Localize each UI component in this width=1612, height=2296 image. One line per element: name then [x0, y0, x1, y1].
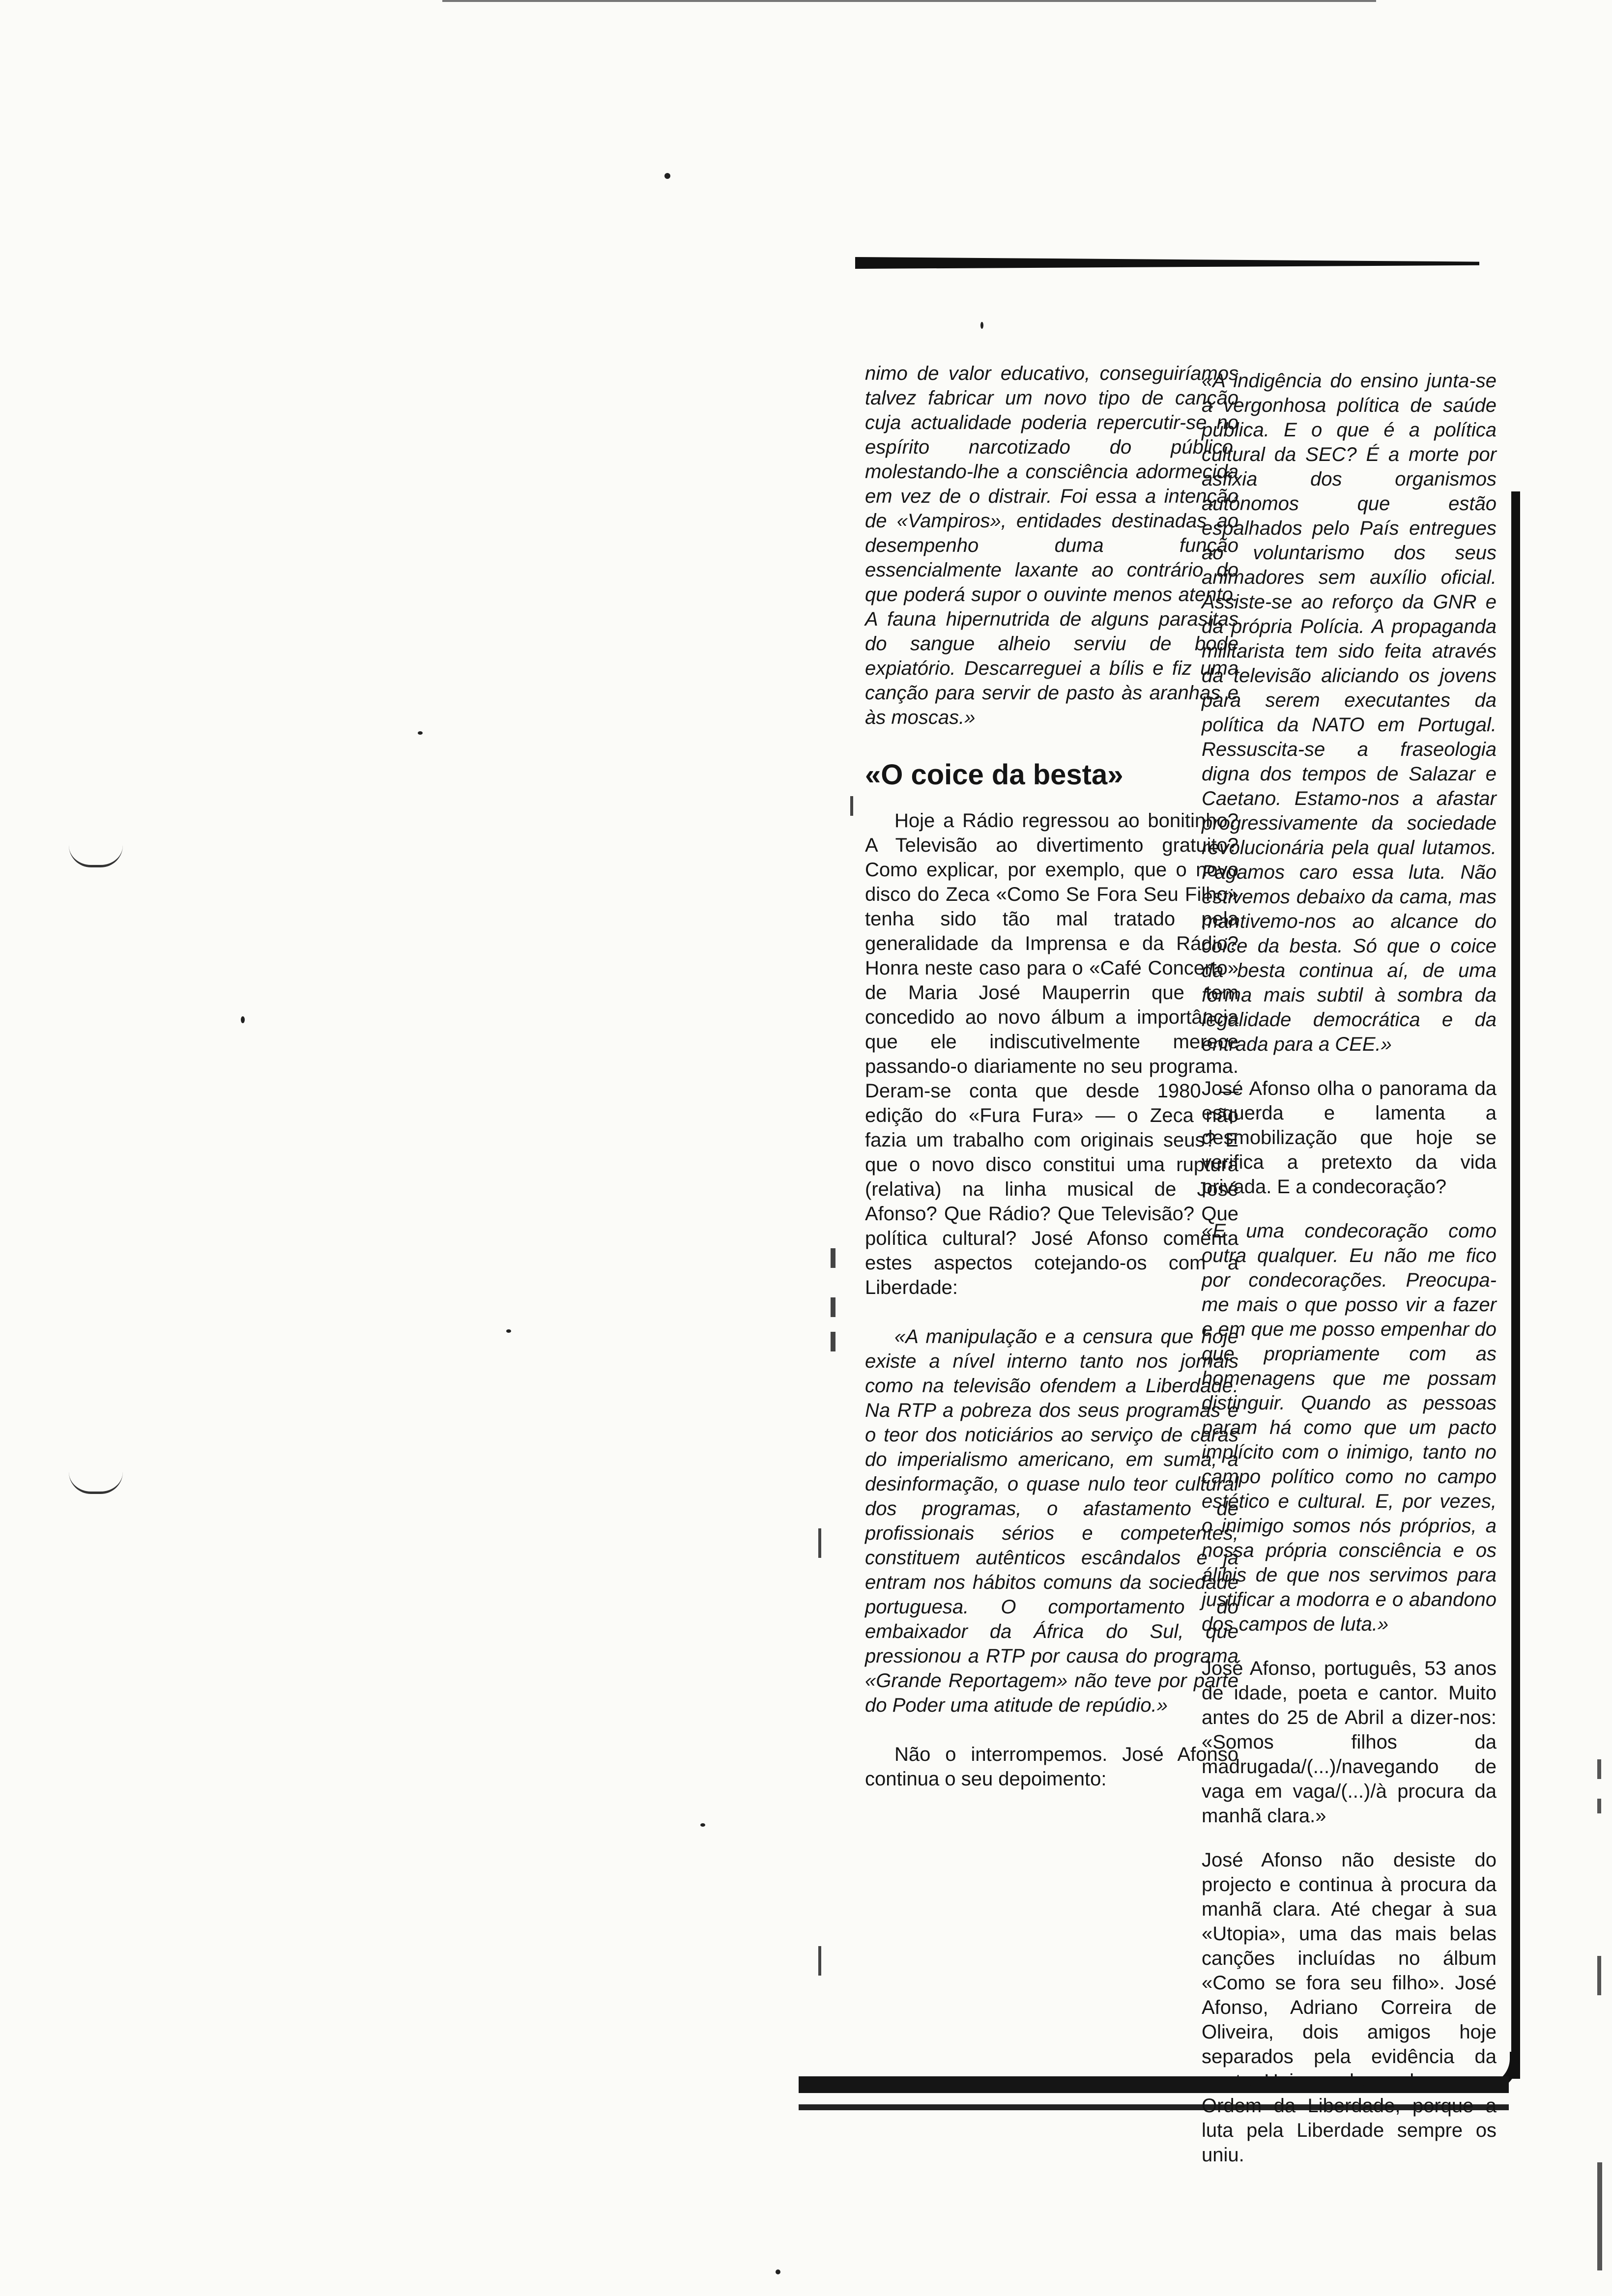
body-paragraph: José Afonso olha o panorama da esquerda e lamenta a desmobilização que hoje se verifica a pretexto da vida privada. E a condecoração? — [1202, 1078, 1497, 1198]
scan-noise — [1597, 1759, 1601, 1779]
scan-noise — [1597, 2162, 1602, 2270]
scan-speck — [980, 322, 983, 329]
right-border-bar — [1511, 491, 1520, 2079]
scan-speck — [700, 1823, 705, 1827]
scan-noise — [1597, 1799, 1601, 1813]
punch-hole-mark — [69, 1472, 123, 1494]
quote-paragraph: «A manipulação e a censura que hoje existe a nível interno tanto nos jornais como na televisão ofendem a Liberdade. Na RTP a pobreza dos seus programas e o teor dos noticiários ao serviço de caras do imperialismo americano, em suma, a desinformação, o quase nulo teor cultural dos programas, o afastamento de profissionais sérios e competentes, constituem autênticos escândalos e já entram nos hábitos comuns da sociedade portuguesa. O comportamento do embaixador da África do Sul, que pressionou a RTP por causa do programa «Grande Reportagem» não teve por parte do Poder uma atitude de repúdio.» — [865, 1326, 1238, 1716]
scan-speck — [241, 1016, 245, 1023]
body-paragraph: Não o interrompemos. José Afonso continua o seu depoimento: — [865, 1744, 1238, 1790]
scan-speck — [418, 731, 423, 735]
quote-paragraph: «E uma condecoração como outra qualquer. Eu não me fico por condecorações. Preocupa-me mais o que posso vir a fazer e em que me posso empenhar do que propriamente com as homenagens que me possam distinguir. Quando as pessoas param há como que um pacto implícito com o inimigo, tanto no campo político como no campo estético e cultural. E, por vezes, o inimigo somos nós próprios, a nossa própria consciência e os álibis de que nos servimos para justificar a modorra e o abandono dos campos de luta.» — [1202, 1220, 1497, 1635]
margin-mark — [831, 1297, 835, 1317]
top-rule — [855, 257, 1479, 269]
scan-noise — [1597, 1956, 1601, 1995]
scan-speck — [664, 173, 670, 179]
body-paragraph: Hoje a Rádio regressou ao bonitinho? A Televisão ao divertimento gratuito? Como explicar, por exemplo, que o novo disco do Zeca «Como Se Fora Seu Filho» tenha sido tão mal tratado pela generalidade da Imprensa e da Rádio? Honra neste caso para o «Café Concerto» de Maria José Mauperrin que tem concedido ao novo álbum a importância que ele indiscutivelmente merece passando-o diariamente no seu programa. Deram-se conta que desde 1980 — edição do «Fura Fura» — o Zeca não fazia um trabalho com originais seus? E que o novo disco constitui uma ruptura (relativa) na linha musical de José Afonso? Que Rádio? Que Televisão? Que política cultural? José Afonso comenta estes aspectos cotejando-os com a Liberdade: — [865, 810, 1238, 1298]
margin-mark — [831, 1332, 835, 1351]
margin-mark — [818, 1946, 821, 1976]
article-column-right — [1202, 369, 1497, 2167]
scan-speck — [776, 2269, 780, 2274]
punch-hole-mark — [69, 845, 123, 867]
article-column-left — [865, 361, 1238, 1791]
quote-paragraph: «A indigência do ensino junta-se a vergonhosa política de saúde pública. E o que é a política cultural da SEC? É a morte por asfixia dos organismos autónomos que estão espalhados pelo País entregues ao voluntarismo dos seus animadores sem auxílio oficial. Assiste-se ao reforço da GNR e da própria Polícia. A propaganda militarista tem sido feita através da televisão aliciando os jovens para serem executantes da política da NATO em Portugal. Ressuscita-se a fraseologia digna dos tempos de Salazar e Caetano. Estamo-nos a afastar progressivamente da sociedade revolucionária pela qual lutamos. Pagamos caro essa luta. Não estivemos debaixo da cama, mas mantivemo-nos ao alcance do coice da besta. Só que o coice da besta continua aí, de uma forma mais subtil à sombra da legalidade democrática e da entrada para a CEE.» — [1202, 370, 1497, 1055]
body-paragraph: José Afonso não desiste do projecto e continua à procura da manhã clara. Até chegar à sua «Utopia», uma das mais belas canções incluídas no álbum «Como se fora seu filho». José Afonso, Adriano Correira de Oliveira, dois amigos hoje separados pela evidência da morte. Hoje condecorados com a Ordem da Liberdade, porque a luta pela Liberdade sempre os uniu. — [1202, 1849, 1497, 2166]
scan-top-edge — [442, 0, 1376, 2]
scan-speck — [506, 1329, 511, 1333]
margin-mark — [850, 796, 853, 816]
margin-mark — [831, 1248, 835, 1268]
section-subhead: «O coice da besta» — [865, 759, 1123, 791]
margin-mark — [818, 1528, 821, 1558]
body-paragraph: José Afonso, português, 53 anos de idade, poeta e cantor. Muito antes do 25 de Abril a dizer-nos: «Somos filhos da madrugada/(...)/navegando de vaga em vaga/(...)/à procura da manhã clara.» — [1202, 1658, 1497, 1827]
quote-paragraph: nimo de valor educativo, conseguiríamos talvez fabricar um novo tipo de canção cuja actualidade poderia repercutir-se no espírito narcotizado do público, molestando-lhe a consciência adormecida em vez de o distrair. Foi essa a intenção de «Vampiros», entidades destinadas ao desempenho duma função essencialmente laxante ao contrário do que poderá supor o ouvinte menos atento. A fauna hipernutrida de alguns parasitas do sangue alheio serviu de bode expiatório. Descarreguei a bílis e fiz uma canção para servir de pasto às aranhas e às moscas.» — [865, 363, 1238, 728]
